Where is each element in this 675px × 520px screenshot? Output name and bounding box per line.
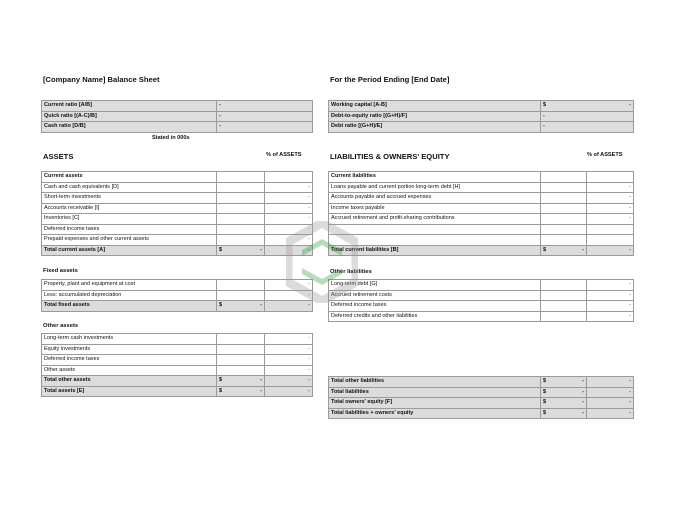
total-value-cell[interactable]: $ -: [217, 301, 265, 312]
pct-cell[interactable]: [587, 172, 634, 183]
grand-total-value-cell[interactable]: $ -: [217, 386, 265, 397]
total-row: [329, 377, 634, 388]
assets-pct-heading: % of ASSETS: [266, 152, 302, 158]
grand-total-row: [329, 408, 634, 419]
table-row: [329, 311, 634, 322]
blank-cell[interactable]: [587, 235, 634, 246]
total-label: Total liabilities + owners' equity: [329, 408, 541, 419]
currency-symbol: $: [543, 246, 547, 253]
value-cell[interactable]: [217, 193, 265, 204]
total-value-cell[interactable]: $ -: [541, 398, 587, 409]
table-row: [42, 355, 313, 366]
ratio-row: [329, 122, 634, 133]
line-label: Less: accumulated depreciation: [42, 290, 217, 301]
line-label: Short-term investments: [42, 193, 217, 204]
blank-cell[interactable]: [541, 224, 587, 235]
grand-total-row: [42, 386, 313, 397]
total-value-cell[interactable]: $ -: [541, 377, 587, 388]
other-liabilities-heading: Other liabilities: [330, 269, 372, 275]
table-row: [329, 182, 634, 193]
line-label: Accounts receivable [I]: [42, 203, 217, 214]
line-label: Deferred income taxes: [42, 224, 217, 235]
total-row: [42, 245, 313, 256]
value-cell[interactable]: [217, 214, 265, 225]
blank-row: [329, 224, 634, 235]
currency-symbol: $: [543, 409, 547, 416]
value-cell[interactable]: [541, 214, 587, 225]
ratio-label: Quick ratio [(A-C)/B]: [42, 111, 217, 122]
total-row: [42, 376, 313, 387]
ratio-value[interactable]: $ -: [541, 101, 634, 112]
liabilities-pct-heading: % of ASSETS: [587, 152, 623, 158]
value-cell[interactable]: [541, 193, 587, 204]
currency-symbol: $: [219, 246, 223, 253]
total-value-cell[interactable]: $ -: [217, 245, 265, 256]
currency-symbol: $: [543, 102, 547, 109]
other-assets-table: [41, 333, 313, 397]
line-label: Property, plant and equipment at cost: [42, 280, 217, 291]
ratio-label: Working capital [A-B]: [329, 101, 541, 112]
currency-symbol: $: [543, 399, 547, 406]
pct-cell[interactable]: -: [587, 193, 634, 204]
table-row: [329, 214, 634, 225]
table-row: [42, 193, 313, 204]
pct-cell[interactable]: [265, 172, 313, 183]
pct-cell[interactable]: -: [265, 344, 313, 355]
value-cell[interactable]: [541, 172, 587, 183]
pct-cell[interactable]: -: [587, 280, 634, 291]
section-header-row: [329, 172, 634, 183]
blank-cell[interactable]: [587, 224, 634, 235]
line-label: Long-term debt [G]: [329, 280, 541, 291]
other-liabilities-table: [328, 279, 634, 322]
ratio-label: Current ratio [A/B]: [42, 101, 217, 112]
value-cell[interactable]: [541, 311, 587, 322]
assets-heading: ASSETS: [43, 152, 74, 161]
value-cell[interactable]: [217, 203, 265, 214]
table-row: [42, 182, 313, 193]
value-cell[interactable]: [217, 235, 265, 246]
watermark-logo-icon: [286, 221, 358, 303]
pct-cell[interactable]: -: [265, 203, 313, 214]
ratio-row: [329, 101, 634, 112]
section-header-row: [42, 172, 313, 183]
ratio-label: Debt ratio [(G+H)/E]: [329, 122, 541, 133]
ratio-label: Debt-to-equity ratio [(G+H)/F]: [329, 111, 541, 122]
value-cell[interactable]: [217, 290, 265, 301]
ratio-value[interactable]: -: [541, 122, 634, 133]
ratio-value[interactable]: -: [217, 111, 313, 122]
total-pct-cell[interactable]: -: [587, 398, 634, 409]
currency-symbol: $: [543, 388, 547, 395]
total-pct-cell[interactable]: -: [587, 377, 634, 388]
line-label: Income taxes payable: [329, 203, 541, 214]
total-value-cell[interactable]: $ -: [541, 387, 587, 398]
pct-cell[interactable]: -: [265, 193, 313, 204]
total-label: Total current liabilities [B]: [329, 245, 541, 256]
other-assets-heading: Other assets: [43, 323, 79, 329]
balance-sheet-title: [Company Name] Balance Sheet: [43, 75, 160, 84]
table-row: [42, 280, 313, 291]
total-row: [329, 245, 634, 256]
line-label: Accrued retirement costs: [329, 290, 541, 301]
line-label: Loans payable and current portion long-term debt [H]: [329, 182, 541, 193]
total-pct-cell[interactable]: -: [265, 376, 313, 387]
table-row: [42, 214, 313, 225]
line-label: Equity investments: [42, 344, 217, 355]
total-pct-cell[interactable]: -: [587, 245, 634, 256]
value-cell[interactable]: [541, 290, 587, 301]
fixed-assets-table: [41, 279, 313, 312]
total-label: Total other assets: [42, 376, 217, 387]
total-label: Total current assets [A]: [42, 245, 217, 256]
stated-in-note: Stated in 000s: [152, 135, 190, 141]
ratio-row: [42, 122, 313, 133]
blank-cell[interactable]: [329, 235, 541, 246]
value-cell[interactable]: [217, 224, 265, 235]
line-label: Inventories [C]: [42, 214, 217, 225]
ratios-right-table: [328, 100, 634, 133]
current-liabilities-table: [328, 171, 634, 256]
liability-totals-table: [328, 376, 634, 419]
ratio-value[interactable]: -: [541, 111, 634, 122]
table-row: [329, 301, 634, 312]
value-cell[interactable]: [217, 334, 265, 345]
pct-cell[interactable]: -: [265, 214, 313, 225]
blank-row: [329, 235, 634, 246]
section-label: Current assets: [42, 172, 217, 183]
currency-symbol: $: [219, 377, 223, 384]
total-label: Total fixed assets: [42, 301, 217, 312]
line-label: Long-term cash investments: [42, 334, 217, 345]
line-label: Deferred income taxes: [329, 301, 541, 312]
ratio-label: Cash ratio [D/B]: [42, 122, 217, 133]
pct-cell[interactable]: -: [587, 214, 634, 225]
ratio-row: [42, 101, 313, 112]
total-pct-cell[interactable]: -: [587, 408, 634, 419]
value-cell[interactable]: [217, 172, 265, 183]
value-cell[interactable]: [217, 182, 265, 193]
pct-cell[interactable]: -: [587, 182, 634, 193]
pct-cell[interactable]: -: [265, 365, 313, 376]
table-row: [42, 224, 313, 235]
period-title: For the Period Ending [End Date]: [330, 75, 450, 84]
total-row: [42, 301, 313, 312]
table-row: [42, 344, 313, 355]
line-label: Prepaid expenses and other current assets: [42, 235, 217, 246]
table-row: [42, 235, 313, 246]
pct-cell[interactable]: -: [587, 203, 634, 214]
pct-cell[interactable]: -: [265, 355, 313, 366]
currency-symbol: $: [543, 378, 547, 385]
total-row: [329, 387, 634, 398]
currency-symbol: $: [219, 387, 223, 394]
total-pct-cell[interactable]: -: [587, 387, 634, 398]
total-row: [329, 398, 634, 409]
table-row: [42, 334, 313, 345]
pct-cell[interactable]: -: [265, 290, 313, 301]
value-cell[interactable]: [541, 301, 587, 312]
table-row: [329, 280, 634, 291]
blank-cell[interactable]: [329, 224, 541, 235]
value-cell[interactable]: [217, 355, 265, 366]
total-label: Total owners' equity [F]: [329, 398, 541, 409]
total-value-cell[interactable]: $ -: [541, 245, 587, 256]
value-cell[interactable]: [217, 280, 265, 291]
ratio-row: [42, 111, 313, 122]
table-row: [329, 290, 634, 301]
pct-cell[interactable]: -: [265, 334, 313, 345]
currency-symbol: $: [219, 302, 223, 309]
liabilities-heading: LIABILITIES & OWNERS' EQUITY: [330, 152, 450, 161]
grand-total-label: Total assets [E]: [42, 386, 217, 397]
fixed-assets-heading: Fixed assets: [43, 268, 78, 274]
table-row: [42, 365, 313, 376]
value-cell[interactable]: [541, 280, 587, 291]
total-label: Total liabilities: [329, 387, 541, 398]
pct-cell[interactable]: -: [265, 280, 313, 291]
ratio-value[interactable]: -: [217, 122, 313, 133]
value-cell[interactable]: [541, 182, 587, 193]
table-row: [329, 193, 634, 204]
ratios-left-table: [41, 100, 313, 133]
total-label: Total other liabilities: [329, 377, 541, 388]
current-assets-table: [41, 171, 313, 256]
total-value-cell[interactable]: $ -: [541, 408, 587, 419]
pct-cell[interactable]: -: [265, 235, 313, 246]
blank-cell[interactable]: [541, 235, 587, 246]
pct-cell[interactable]: -: [587, 290, 634, 301]
pct-cell[interactable]: -: [587, 301, 634, 312]
pct-cell[interactable]: -: [587, 311, 634, 322]
pct-cell[interactable]: -: [265, 182, 313, 193]
value-cell[interactable]: [541, 203, 587, 214]
line-label: Accrued retirement and profit-sharing contributions: [329, 214, 541, 225]
line-label: Accounts payable and accrued expenses: [329, 193, 541, 204]
value-cell[interactable]: [217, 365, 265, 376]
table-row: [42, 290, 313, 301]
value-cell[interactable]: [217, 344, 265, 355]
line-label: Cash and cash equivalents [D]: [42, 182, 217, 193]
line-label: Deferred income taxes: [42, 355, 217, 366]
line-label: Deferred credits and other liabilities: [329, 311, 541, 322]
total-value-cell[interactable]: $ -: [217, 376, 265, 387]
table-row: [329, 203, 634, 214]
total-pct-cell[interactable]: -: [265, 301, 313, 312]
ratio-value[interactable]: -: [217, 101, 313, 112]
grand-total-pct-cell[interactable]: -: [265, 386, 313, 397]
pct-cell[interactable]: -: [265, 224, 313, 235]
ratio-row: [329, 111, 634, 122]
section-label: Current liabilities: [329, 172, 541, 183]
table-row: [42, 203, 313, 214]
line-label: Other assets: [42, 365, 217, 376]
